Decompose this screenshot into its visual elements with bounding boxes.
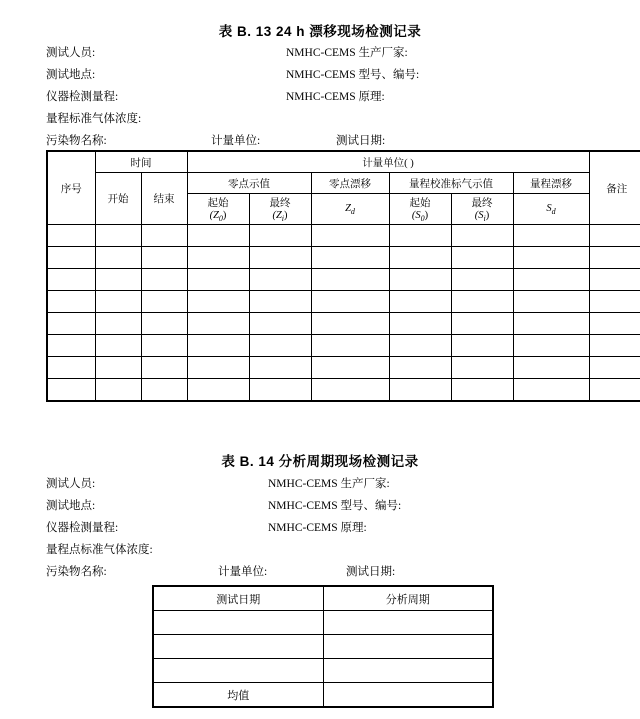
field-label-pollutant: 污染物名称: bbox=[46, 135, 107, 147]
summary-label: 均值 bbox=[153, 683, 323, 708]
field-row bbox=[46, 110, 594, 132]
header-analysis-cycle: 分析周期 bbox=[323, 586, 493, 611]
cell-zero-drift[interactable] bbox=[311, 225, 389, 247]
header-zero-drift-symbol bbox=[311, 194, 389, 225]
cell-zero-start[interactable] bbox=[187, 379, 249, 402]
field-label-model: NMHC-CEMS 型号、编号: bbox=[286, 69, 420, 81]
table-b14 bbox=[152, 585, 494, 708]
cell-zero-start[interactable] bbox=[187, 269, 249, 291]
header-zero-drift: 零点漂移 bbox=[311, 173, 389, 194]
cell-zero-start[interactable] bbox=[187, 335, 249, 357]
header-span-start bbox=[389, 194, 451, 225]
sym-close: ) bbox=[485, 210, 490, 221]
field-label-range: 仪器检测量程: bbox=[46, 522, 119, 534]
cell-zero-start[interactable] bbox=[187, 291, 249, 313]
cell-zero-drift[interactable] bbox=[311, 313, 389, 335]
cell-remark[interactable] bbox=[589, 291, 640, 313]
cell-zero-end[interactable] bbox=[249, 269, 311, 291]
cell-span-start[interactable] bbox=[389, 357, 451, 379]
cell-zero-start[interactable] bbox=[187, 247, 249, 269]
header-span-start-label: 起始 bbox=[409, 198, 431, 209]
cell-span-end[interactable] bbox=[451, 357, 513, 379]
header-zero-start bbox=[187, 194, 249, 225]
cell-test-date[interactable] bbox=[153, 611, 323, 635]
sym-sub: i bbox=[281, 214, 285, 224]
cell-zero-start[interactable] bbox=[187, 313, 249, 335]
cell-span-start[interactable] bbox=[389, 379, 451, 402]
table-header-row bbox=[47, 173, 640, 194]
field-label-manufacturer: NMHC-CEMS 生产厂家: bbox=[268, 478, 390, 490]
cell-span-start[interactable] bbox=[389, 313, 451, 335]
table-b13 bbox=[46, 150, 640, 402]
cell-seq[interactable] bbox=[47, 357, 95, 379]
field-label-principle: NMHC-CEMS 原理: bbox=[286, 91, 385, 103]
sym-close: ) bbox=[284, 210, 288, 221]
field-row bbox=[46, 44, 594, 66]
cell-zero-end[interactable] bbox=[249, 247, 311, 269]
cell-zero-drift[interactable] bbox=[311, 247, 389, 269]
sym-sub: 0 bbox=[420, 214, 425, 224]
field-row bbox=[46, 88, 594, 110]
sym-sub: d bbox=[551, 206, 556, 216]
field-block-b13 bbox=[46, 44, 594, 154]
cell-time-end[interactable] bbox=[141, 357, 187, 379]
field-label-location: 测试地点: bbox=[46, 69, 96, 81]
sym-text: S bbox=[546, 202, 552, 214]
sym-text: Z bbox=[345, 202, 351, 214]
cell-time-start[interactable] bbox=[95, 247, 141, 269]
cell-span-end[interactable] bbox=[451, 247, 513, 269]
cell-test-date[interactable] bbox=[153, 659, 323, 683]
cell-span-drift[interactable] bbox=[513, 269, 589, 291]
cell-span-drift[interactable] bbox=[513, 225, 589, 247]
header-test-date: 测试日期 bbox=[153, 586, 323, 611]
cell-zero-end[interactable] bbox=[249, 379, 311, 402]
field-label-principle: NMHC-CEMS 原理: bbox=[268, 522, 367, 534]
header-time: 时间 bbox=[95, 151, 187, 173]
table-row[interactable] bbox=[47, 269, 640, 291]
header-span-start-symbol bbox=[392, 210, 449, 223]
cell-zero-start[interactable] bbox=[187, 225, 249, 247]
table-row[interactable] bbox=[47, 247, 640, 269]
field-label-range: 仪器检测量程: bbox=[46, 91, 119, 103]
sym-close: ) bbox=[424, 210, 429, 221]
header-zero-group: 零点示值 bbox=[187, 173, 311, 194]
table-row[interactable] bbox=[47, 379, 640, 402]
cell-remark[interactable] bbox=[589, 247, 640, 269]
cell-zero-start[interactable] bbox=[187, 357, 249, 379]
header-zero-start-label: 起始 bbox=[207, 198, 229, 209]
field-row bbox=[46, 563, 594, 585]
field-label-model: NMHC-CEMS 型号、编号: bbox=[268, 500, 402, 512]
cell-zero-end[interactable] bbox=[249, 313, 311, 335]
cell-seq[interactable] bbox=[47, 269, 95, 291]
cell-zero-drift[interactable] bbox=[311, 379, 389, 402]
header-remark: 备注 bbox=[589, 151, 640, 225]
cell-span-end[interactable] bbox=[451, 379, 513, 402]
header-time-end: 结束 bbox=[141, 173, 187, 225]
sym-text: (Z bbox=[209, 210, 219, 221]
field-label-gas-concentration: 量程点标准气体浓度: bbox=[46, 544, 153, 556]
header-zero-end-symbol bbox=[252, 210, 309, 223]
field-label-gas-concentration: 量程标准气体浓度: bbox=[46, 113, 142, 125]
table-row[interactable] bbox=[47, 291, 640, 313]
cell-span-start[interactable] bbox=[389, 225, 451, 247]
cell-analysis-cycle[interactable] bbox=[323, 659, 493, 683]
table-row[interactable] bbox=[153, 635, 493, 659]
table-row[interactable] bbox=[47, 313, 640, 335]
cell-seq[interactable] bbox=[47, 247, 95, 269]
field-label-unit: 计量单位: bbox=[211, 135, 261, 147]
field-row bbox=[46, 497, 594, 519]
cell-time-start[interactable] bbox=[95, 335, 141, 357]
cell-span-end[interactable] bbox=[451, 335, 513, 357]
field-row bbox=[46, 519, 594, 541]
cell-zero-drift[interactable] bbox=[311, 291, 389, 313]
cell-span-start[interactable] bbox=[389, 335, 451, 357]
cell-span-start[interactable] bbox=[389, 269, 451, 291]
header-span-end-symbol bbox=[454, 210, 511, 223]
field-block-b14 bbox=[46, 475, 594, 585]
field-label-unit: 计量单位: bbox=[218, 566, 268, 578]
field-label-location: 测试地点: bbox=[46, 500, 96, 512]
sym-close: ) bbox=[222, 210, 227, 221]
cell-remark[interactable] bbox=[589, 357, 640, 379]
cell-span-drift[interactable] bbox=[513, 357, 589, 379]
field-row bbox=[46, 475, 594, 497]
cell-time-start[interactable] bbox=[95, 357, 141, 379]
cell-zero-end[interactable] bbox=[249, 225, 311, 247]
field-row bbox=[46, 541, 594, 563]
cell-time-end[interactable] bbox=[141, 225, 187, 247]
header-unit-group: 计量单位( ) bbox=[187, 151, 589, 173]
sym-text: (S bbox=[411, 210, 421, 221]
header-zero-start-symbol bbox=[190, 210, 247, 223]
cell-time-end[interactable] bbox=[141, 247, 187, 269]
cell-span-drift[interactable] bbox=[513, 313, 589, 335]
table-row[interactable] bbox=[47, 335, 640, 357]
sym-sub: 0 bbox=[218, 214, 223, 224]
cell-span-drift[interactable] bbox=[513, 379, 589, 402]
summary-value[interactable] bbox=[323, 683, 493, 708]
cell-seq[interactable] bbox=[47, 335, 95, 357]
cell-zero-drift[interactable] bbox=[311, 335, 389, 357]
cell-remark[interactable] bbox=[589, 269, 640, 291]
header-span-drift: 量程漂移 bbox=[513, 173, 589, 194]
table-row[interactable] bbox=[47, 225, 640, 247]
field-label-test-date: 测试日期: bbox=[336, 135, 386, 147]
header-span-end bbox=[451, 194, 513, 225]
cell-span-start[interactable] bbox=[389, 291, 451, 313]
cell-time-end[interactable] bbox=[141, 313, 187, 335]
table-row[interactable] bbox=[153, 659, 493, 683]
header-zero-end bbox=[249, 194, 311, 225]
cell-seq[interactable] bbox=[47, 291, 95, 313]
cell-span-end[interactable] bbox=[451, 291, 513, 313]
table-row[interactable] bbox=[153, 611, 493, 635]
sym-sub: i bbox=[483, 214, 486, 224]
cell-span-drift[interactable] bbox=[513, 335, 589, 357]
cell-time-start[interactable] bbox=[95, 379, 141, 402]
cell-seq[interactable] bbox=[47, 379, 95, 402]
cell-analysis-cycle[interactable] bbox=[323, 611, 493, 635]
cell-zero-drift[interactable] bbox=[311, 269, 389, 291]
page-title-b13: 表 B. 13 24 h 漂移现场检测记录 bbox=[218, 24, 422, 39]
cell-zero-end[interactable] bbox=[249, 291, 311, 313]
table-summary-row[interactable] bbox=[153, 683, 493, 708]
header-span-group: 量程校准标气示值 bbox=[389, 173, 513, 194]
cell-time-end[interactable] bbox=[141, 379, 187, 402]
cell-time-end[interactable] bbox=[141, 291, 187, 313]
cell-remark[interactable] bbox=[589, 335, 640, 357]
field-label-tester: 测试人员: bbox=[46, 478, 96, 490]
field-label-manufacturer: NMHC-CEMS 生产厂家: bbox=[286, 47, 408, 59]
cell-analysis-cycle[interactable] bbox=[323, 635, 493, 659]
cell-time-end[interactable] bbox=[141, 335, 187, 357]
header-time-start: 开始 bbox=[95, 173, 141, 225]
cell-time-start[interactable] bbox=[95, 291, 141, 313]
cell-span-drift[interactable] bbox=[513, 247, 589, 269]
table-row[interactable] bbox=[47, 357, 640, 379]
cell-time-start[interactable] bbox=[95, 269, 141, 291]
field-label-tester: 测试人员: bbox=[46, 47, 96, 59]
field-label-pollutant: 污染物名称: bbox=[46, 566, 107, 578]
header-span-drift-symbol bbox=[513, 194, 589, 225]
cell-test-date[interactable] bbox=[153, 635, 323, 659]
cell-zero-end[interactable] bbox=[249, 357, 311, 379]
cell-span-end[interactable] bbox=[451, 269, 513, 291]
cell-span-start[interactable] bbox=[389, 247, 451, 269]
cell-remark[interactable] bbox=[589, 379, 640, 402]
cell-time-end[interactable] bbox=[141, 269, 187, 291]
field-label-test-date: 测试日期: bbox=[346, 566, 396, 578]
cell-zero-drift[interactable] bbox=[311, 357, 389, 379]
cell-span-drift[interactable] bbox=[513, 291, 589, 313]
cell-time-start[interactable] bbox=[95, 225, 141, 247]
cell-seq[interactable] bbox=[47, 225, 95, 247]
header-seq: 序号 bbox=[47, 151, 95, 225]
sym-text: (S bbox=[474, 210, 484, 221]
cell-zero-end[interactable] bbox=[249, 335, 311, 357]
cell-remark[interactable] bbox=[589, 225, 640, 247]
sym-text: (Z bbox=[272, 210, 282, 221]
cell-seq[interactable] bbox=[47, 313, 95, 335]
sym-sub: d bbox=[350, 206, 355, 216]
cell-span-end[interactable] bbox=[451, 225, 513, 247]
cell-span-end[interactable] bbox=[451, 313, 513, 335]
page-title-b14: 表 B. 14 分析周期现场检测记录 bbox=[221, 454, 419, 469]
cell-remark[interactable] bbox=[589, 313, 640, 335]
table-header-row bbox=[47, 151, 640, 173]
header-zero-end-label: 最终 bbox=[269, 198, 291, 209]
cell-time-start[interactable] bbox=[95, 313, 141, 335]
header-span-end-label: 最终 bbox=[471, 198, 493, 209]
field-row bbox=[46, 66, 594, 88]
table-header-row bbox=[153, 586, 493, 611]
